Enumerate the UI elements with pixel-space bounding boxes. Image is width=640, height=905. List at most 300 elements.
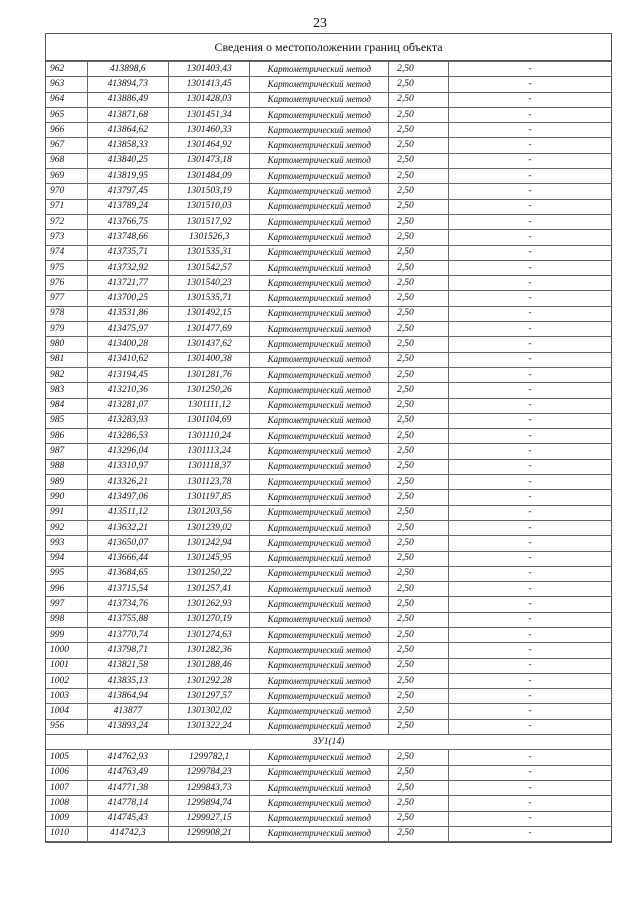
- note-cell: -: [448, 505, 611, 520]
- x-coordinate-cell: 413283,93: [87, 413, 168, 428]
- point-number-cell: 984: [46, 398, 87, 413]
- accuracy-cell: 2,50: [389, 597, 449, 612]
- accuracy-cell: 2,50: [389, 704, 449, 719]
- point-number-cell: 998: [46, 612, 87, 627]
- accuracy-cell: 2,50: [389, 199, 449, 214]
- note-cell: -: [448, 811, 611, 826]
- accuracy-cell: 2,50: [389, 276, 449, 291]
- y-coordinate-cell: 1301282,36: [169, 643, 250, 658]
- point-number-cell: 987: [46, 444, 87, 459]
- accuracy-cell: 2,50: [389, 490, 449, 505]
- accuracy-cell: 2,50: [389, 582, 449, 597]
- point-number-cell: 996: [46, 582, 87, 597]
- table-row: [46, 245, 611, 260]
- x-coordinate-cell: 413877: [87, 704, 168, 719]
- accuracy-cell: 2,50: [389, 107, 449, 122]
- table-row: [46, 566, 611, 581]
- note-cell: -: [448, 826, 611, 841]
- point-number-cell: 986: [46, 429, 87, 444]
- accuracy-cell: 2,50: [389, 459, 449, 474]
- x-coordinate-cell: 413898,6: [87, 62, 168, 77]
- note-cell: -: [448, 62, 611, 77]
- table-row: [46, 704, 611, 719]
- table-row: [46, 765, 611, 780]
- point-number-cell: 968: [46, 153, 87, 168]
- method-cell: Картометрический метод: [250, 62, 389, 77]
- x-coordinate-cell: 413531,86: [87, 306, 168, 321]
- accuracy-cell: 2,50: [389, 505, 449, 520]
- y-coordinate-cell: 1301492,15: [169, 306, 250, 321]
- y-coordinate-cell: 1299782,1: [169, 750, 250, 765]
- y-coordinate-cell: 1301451,34: [169, 107, 250, 122]
- table-row: [46, 276, 611, 291]
- note-cell: -: [448, 627, 611, 642]
- x-coordinate-cell: 413798,71: [87, 643, 168, 658]
- x-coordinate-cell: 414762,93: [87, 750, 168, 765]
- accuracy-cell: 2,50: [389, 765, 449, 780]
- point-number-cell: 1006: [46, 765, 87, 780]
- note-cell: -: [448, 475, 611, 490]
- y-coordinate-cell: 1301281,76: [169, 367, 250, 382]
- note-cell: -: [448, 551, 611, 566]
- note-cell: -: [448, 643, 611, 658]
- accuracy-cell: 2,50: [389, 566, 449, 581]
- note-cell: -: [448, 597, 611, 612]
- note-cell: -: [448, 153, 611, 168]
- table-row: [46, 536, 611, 551]
- y-coordinate-cell: 1301403,43: [169, 62, 250, 77]
- x-coordinate-cell: 413864,94: [87, 689, 168, 704]
- note-cell: -: [448, 230, 611, 245]
- point-number-cell: 969: [46, 169, 87, 184]
- table-row: [46, 123, 611, 138]
- y-coordinate-cell: 1301542,57: [169, 260, 250, 275]
- accuracy-cell: 2,50: [389, 383, 449, 398]
- note-cell: -: [448, 490, 611, 505]
- table-row: [46, 184, 611, 199]
- x-coordinate-cell: 413748,66: [87, 230, 168, 245]
- x-coordinate-cell: 413281,07: [87, 398, 168, 413]
- x-coordinate-cell: 413497,06: [87, 490, 168, 505]
- point-number-cell: 1003: [46, 689, 87, 704]
- boundary-table-sheet: [45, 33, 612, 843]
- method-cell: Картометрический метод: [250, 826, 389, 841]
- method-cell: Картометрический метод: [250, 245, 389, 260]
- accuracy-cell: 2,50: [389, 92, 449, 107]
- note-cell: -: [448, 765, 611, 780]
- note-cell: -: [448, 199, 611, 214]
- accuracy-cell: 2,50: [389, 429, 449, 444]
- table-row: [46, 826, 611, 841]
- accuracy-cell: 2,50: [389, 811, 449, 826]
- point-number-cell: 989: [46, 475, 87, 490]
- y-coordinate-cell: 1299908,21: [169, 826, 250, 841]
- method-cell: Картометрический метод: [250, 765, 389, 780]
- point-number-cell: 999: [46, 627, 87, 642]
- accuracy-cell: 2,50: [389, 153, 449, 168]
- note-cell: -: [448, 520, 611, 535]
- table-row: [46, 459, 611, 474]
- section-label: ЗУ1(14): [46, 735, 611, 750]
- note-cell: -: [448, 214, 611, 229]
- point-number-cell: 980: [46, 337, 87, 352]
- note-cell: -: [448, 337, 611, 352]
- table-row: [46, 520, 611, 535]
- method-cell: Картометрический метод: [250, 459, 389, 474]
- accuracy-cell: 2,50: [389, 612, 449, 627]
- x-coordinate-cell: 413819,95: [87, 169, 168, 184]
- y-coordinate-cell: 1301428,03: [169, 92, 250, 107]
- section-group: [46, 735, 611, 750]
- y-coordinate-cell: 1301322,24: [169, 719, 250, 734]
- y-coordinate-cell: 1301111,12: [169, 398, 250, 413]
- table-row: [46, 627, 611, 642]
- note-cell: -: [448, 138, 611, 153]
- point-number-cell: 978: [46, 306, 87, 321]
- y-coordinate-cell: 1301540,23: [169, 276, 250, 291]
- x-coordinate-cell: 413858,33: [87, 138, 168, 153]
- method-cell: Картометрический метод: [250, 597, 389, 612]
- x-coordinate-cell: 413194,45: [87, 367, 168, 382]
- accuracy-cell: 2,50: [389, 796, 449, 811]
- method-cell: Картометрический метод: [250, 153, 389, 168]
- y-coordinate-cell: 1301477,69: [169, 322, 250, 337]
- point-number-cell: 982: [46, 367, 87, 382]
- x-coordinate-cell: 413511,12: [87, 505, 168, 520]
- method-cell: Картометрический метод: [250, 123, 389, 138]
- accuracy-cell: 2,50: [389, 444, 449, 459]
- table-row: [46, 582, 611, 597]
- note-cell: -: [448, 260, 611, 275]
- y-coordinate-cell: 1301297,57: [169, 689, 250, 704]
- table-row: [46, 658, 611, 673]
- accuracy-cell: 2,50: [389, 627, 449, 642]
- accuracy-cell: 2,50: [389, 475, 449, 490]
- x-coordinate-cell: 414771,38: [87, 780, 168, 795]
- table-row: [46, 107, 611, 122]
- accuracy-cell: 2,50: [389, 352, 449, 367]
- page-number: 23: [313, 16, 327, 31]
- method-cell: Картометрический метод: [250, 260, 389, 275]
- note-cell: -: [448, 398, 611, 413]
- table-row: [46, 322, 611, 337]
- x-coordinate-cell: 413789,24: [87, 199, 168, 214]
- y-coordinate-cell: 1299784,23: [169, 765, 250, 780]
- method-cell: Картометрический метод: [250, 367, 389, 382]
- table-row: [46, 551, 611, 566]
- accuracy-cell: 2,50: [389, 214, 449, 229]
- method-cell: Картометрический метод: [250, 306, 389, 321]
- point-number-cell: 997: [46, 597, 87, 612]
- y-coordinate-cell: 1301535,71: [169, 291, 250, 306]
- x-coordinate-cell: 413632,21: [87, 520, 168, 535]
- method-cell: Картометрический метод: [250, 77, 389, 92]
- point-number-cell: 979: [46, 322, 87, 337]
- method-cell: Картометрический метод: [250, 444, 389, 459]
- table-row: [46, 475, 611, 490]
- method-cell: Картометрический метод: [250, 658, 389, 673]
- x-coordinate-cell: 413864,62: [87, 123, 168, 138]
- note-cell: -: [448, 276, 611, 291]
- x-coordinate-cell: 413821,58: [87, 658, 168, 673]
- accuracy-cell: 2,50: [389, 291, 449, 306]
- method-cell: Картометрический метод: [250, 719, 389, 734]
- accuracy-cell: 2,50: [389, 826, 449, 841]
- method-cell: Картометрический метод: [250, 673, 389, 688]
- point-number-cell: 1010: [46, 826, 87, 841]
- x-coordinate-cell: 413871,68: [87, 107, 168, 122]
- method-cell: Картометрический метод: [250, 291, 389, 306]
- method-cell: Картометрический метод: [250, 383, 389, 398]
- y-coordinate-cell: 1301473,18: [169, 153, 250, 168]
- x-coordinate-cell: 413734,76: [87, 597, 168, 612]
- x-coordinate-cell: 413700,25: [87, 291, 168, 306]
- point-number-cell: 962: [46, 62, 87, 77]
- rows-group-zu: [46, 750, 611, 842]
- accuracy-cell: 2,50: [389, 322, 449, 337]
- note-cell: -: [448, 704, 611, 719]
- method-cell: Картометрический метод: [250, 582, 389, 597]
- note-cell: -: [448, 245, 611, 260]
- point-number-cell: 1009: [46, 811, 87, 826]
- point-number-cell: 956: [46, 719, 87, 734]
- note-cell: -: [448, 107, 611, 122]
- note-cell: -: [448, 352, 611, 367]
- y-coordinate-cell: 1301242,94: [169, 536, 250, 551]
- x-coordinate-cell: 413721,77: [87, 276, 168, 291]
- table-row: [46, 62, 611, 77]
- note-cell: -: [448, 306, 611, 321]
- y-coordinate-cell: 1301302,02: [169, 704, 250, 719]
- x-coordinate-cell: 413400,28: [87, 337, 168, 352]
- method-cell: Картометрический метод: [250, 169, 389, 184]
- method-cell: Картометрический метод: [250, 322, 389, 337]
- x-coordinate-cell: 413755,88: [87, 612, 168, 627]
- accuracy-cell: 2,50: [389, 306, 449, 321]
- accuracy-cell: 2,50: [389, 184, 449, 199]
- accuracy-cell: 2,50: [389, 245, 449, 260]
- method-cell: Картометрический метод: [250, 551, 389, 566]
- method-cell: Картометрический метод: [250, 214, 389, 229]
- method-cell: Картометрический метод: [250, 811, 389, 826]
- accuracy-cell: 2,50: [389, 260, 449, 275]
- method-cell: Картометрический метод: [250, 520, 389, 535]
- accuracy-cell: 2,50: [389, 230, 449, 245]
- x-coordinate-cell: 414742,3: [87, 826, 168, 841]
- x-coordinate-cell: 413410,62: [87, 352, 168, 367]
- method-cell: Картометрический метод: [250, 689, 389, 704]
- accuracy-cell: 2,50: [389, 750, 449, 765]
- table-title: Сведения о местоположении границ объекта: [46, 34, 611, 61]
- accuracy-cell: 2,50: [389, 62, 449, 77]
- x-coordinate-cell: 413893,24: [87, 719, 168, 734]
- y-coordinate-cell: 1301400,38: [169, 352, 250, 367]
- x-coordinate-cell: 414745,43: [87, 811, 168, 826]
- method-cell: Картометрический метод: [250, 643, 389, 658]
- point-number-cell: 1004: [46, 704, 87, 719]
- table-row: [46, 153, 611, 168]
- x-coordinate-cell: 413666,44: [87, 551, 168, 566]
- accuracy-cell: 2,50: [389, 77, 449, 92]
- x-coordinate-cell: 413894,73: [87, 77, 168, 92]
- method-cell: Картометрический метод: [250, 352, 389, 367]
- method-cell: Картометрический метод: [250, 490, 389, 505]
- y-coordinate-cell: 1301503,19: [169, 184, 250, 199]
- accuracy-cell: 2,50: [389, 138, 449, 153]
- note-cell: -: [448, 413, 611, 428]
- point-number-cell: 974: [46, 245, 87, 260]
- table-row: [46, 383, 611, 398]
- note-cell: -: [448, 673, 611, 688]
- method-cell: Картометрический метод: [250, 199, 389, 214]
- point-number-cell: 1007: [46, 780, 87, 795]
- table-row: [46, 367, 611, 382]
- y-coordinate-cell: 1301262,93: [169, 597, 250, 612]
- note-cell: -: [448, 582, 611, 597]
- table-row: [46, 337, 611, 352]
- accuracy-cell: 2,50: [389, 719, 449, 734]
- point-number-cell: 1008: [46, 796, 87, 811]
- y-coordinate-cell: 1301437,62: [169, 337, 250, 352]
- coordinates-table: [46, 61, 611, 842]
- point-number-cell: 1001: [46, 658, 87, 673]
- x-coordinate-cell: 413310,97: [87, 459, 168, 474]
- accuracy-cell: 2,50: [389, 398, 449, 413]
- point-number-cell: 967: [46, 138, 87, 153]
- table-row: [46, 92, 611, 107]
- accuracy-cell: 2,50: [389, 520, 449, 535]
- note-cell: -: [448, 612, 611, 627]
- accuracy-cell: 2,50: [389, 643, 449, 658]
- point-number-cell: 995: [46, 566, 87, 581]
- point-number-cell: 1000: [46, 643, 87, 658]
- method-cell: Картометрический метод: [250, 505, 389, 520]
- point-number-cell: 964: [46, 92, 87, 107]
- accuracy-cell: 2,50: [389, 337, 449, 352]
- y-coordinate-cell: 1301245,95: [169, 551, 250, 566]
- table-row: [46, 643, 611, 658]
- y-coordinate-cell: 1301239,02: [169, 520, 250, 535]
- method-cell: Картометрический метод: [250, 429, 389, 444]
- y-coordinate-cell: 1301250,22: [169, 566, 250, 581]
- accuracy-cell: 2,50: [389, 673, 449, 688]
- method-cell: Картометрический метод: [250, 796, 389, 811]
- point-number-cell: 1002: [46, 673, 87, 688]
- note-cell: -: [448, 77, 611, 92]
- point-number-cell: 977: [46, 291, 87, 306]
- table-row: [46, 429, 611, 444]
- y-coordinate-cell: 1301288,46: [169, 658, 250, 673]
- method-cell: Картометрический метод: [250, 612, 389, 627]
- table-row: [46, 750, 611, 765]
- y-coordinate-cell: 1299894,74: [169, 796, 250, 811]
- y-coordinate-cell: 1301197,85: [169, 490, 250, 505]
- table-row: [46, 230, 611, 245]
- point-number-cell: 981: [46, 352, 87, 367]
- point-number-cell: 976: [46, 276, 87, 291]
- y-coordinate-cell: 1301274,63: [169, 627, 250, 642]
- y-coordinate-cell: 1301464,92: [169, 138, 250, 153]
- method-cell: Картометрический метод: [250, 398, 389, 413]
- note-cell: -: [448, 383, 611, 398]
- x-coordinate-cell: 413684,65: [87, 566, 168, 581]
- y-coordinate-cell: 1301292,28: [169, 673, 250, 688]
- point-number-cell: 983: [46, 383, 87, 398]
- method-cell: Картометрический метод: [250, 337, 389, 352]
- x-coordinate-cell: 413210,36: [87, 383, 168, 398]
- table-row: [46, 780, 611, 795]
- note-cell: -: [448, 291, 611, 306]
- y-coordinate-cell: 1301113,24: [169, 444, 250, 459]
- table-row: [46, 719, 611, 734]
- method-cell: Картометрический метод: [250, 138, 389, 153]
- y-coordinate-cell: 1301250,26: [169, 383, 250, 398]
- point-number-cell: 970: [46, 184, 87, 199]
- y-coordinate-cell: 1299927,15: [169, 811, 250, 826]
- note-cell: -: [448, 658, 611, 673]
- note-cell: -: [448, 322, 611, 337]
- table-row: [46, 673, 611, 688]
- method-cell: Картометрический метод: [250, 413, 389, 428]
- x-coordinate-cell: 414778,14: [87, 796, 168, 811]
- accuracy-cell: 2,50: [389, 689, 449, 704]
- x-coordinate-cell: 413835,13: [87, 673, 168, 688]
- method-cell: Картометрический метод: [250, 107, 389, 122]
- y-coordinate-cell: 1301460,33: [169, 123, 250, 138]
- y-coordinate-cell: 1299843,73: [169, 780, 250, 795]
- point-number-cell: 963: [46, 77, 87, 92]
- point-number-cell: 971: [46, 199, 87, 214]
- x-coordinate-cell: 413886,49: [87, 92, 168, 107]
- table-row: [46, 169, 611, 184]
- accuracy-cell: 2,50: [389, 536, 449, 551]
- point-number-cell: 990: [46, 490, 87, 505]
- method-cell: Картометрический метод: [250, 780, 389, 795]
- x-coordinate-cell: 413475,97: [87, 322, 168, 337]
- y-coordinate-cell: 1301484,09: [169, 169, 250, 184]
- y-coordinate-cell: 1301526,3: [169, 230, 250, 245]
- section-row: [46, 735, 611, 750]
- x-coordinate-cell: 413286,53: [87, 429, 168, 444]
- note-cell: -: [448, 780, 611, 795]
- accuracy-cell: 2,50: [389, 367, 449, 382]
- point-number-cell: 966: [46, 123, 87, 138]
- accuracy-cell: 2,50: [389, 780, 449, 795]
- table-row: [46, 490, 611, 505]
- y-coordinate-cell: 1301110,24: [169, 429, 250, 444]
- x-coordinate-cell: 413326,21: [87, 475, 168, 490]
- table-row: [46, 597, 611, 612]
- note-cell: -: [448, 123, 611, 138]
- method-cell: Картометрический метод: [250, 276, 389, 291]
- x-coordinate-cell: 413732,92: [87, 260, 168, 275]
- point-number-cell: 972: [46, 214, 87, 229]
- y-coordinate-cell: 1301535,31: [169, 245, 250, 260]
- table-row: [46, 444, 611, 459]
- method-cell: Картометрический метод: [250, 704, 389, 719]
- point-number-cell: 991: [46, 505, 87, 520]
- note-cell: -: [448, 750, 611, 765]
- accuracy-cell: 2,50: [389, 413, 449, 428]
- y-coordinate-cell: 1301257,41: [169, 582, 250, 597]
- note-cell: -: [448, 689, 611, 704]
- table-row: [46, 796, 611, 811]
- table-row: [46, 199, 611, 214]
- x-coordinate-cell: 413797,45: [87, 184, 168, 199]
- method-cell: Картометрический метод: [250, 184, 389, 199]
- note-cell: -: [448, 92, 611, 107]
- accuracy-cell: 2,50: [389, 169, 449, 184]
